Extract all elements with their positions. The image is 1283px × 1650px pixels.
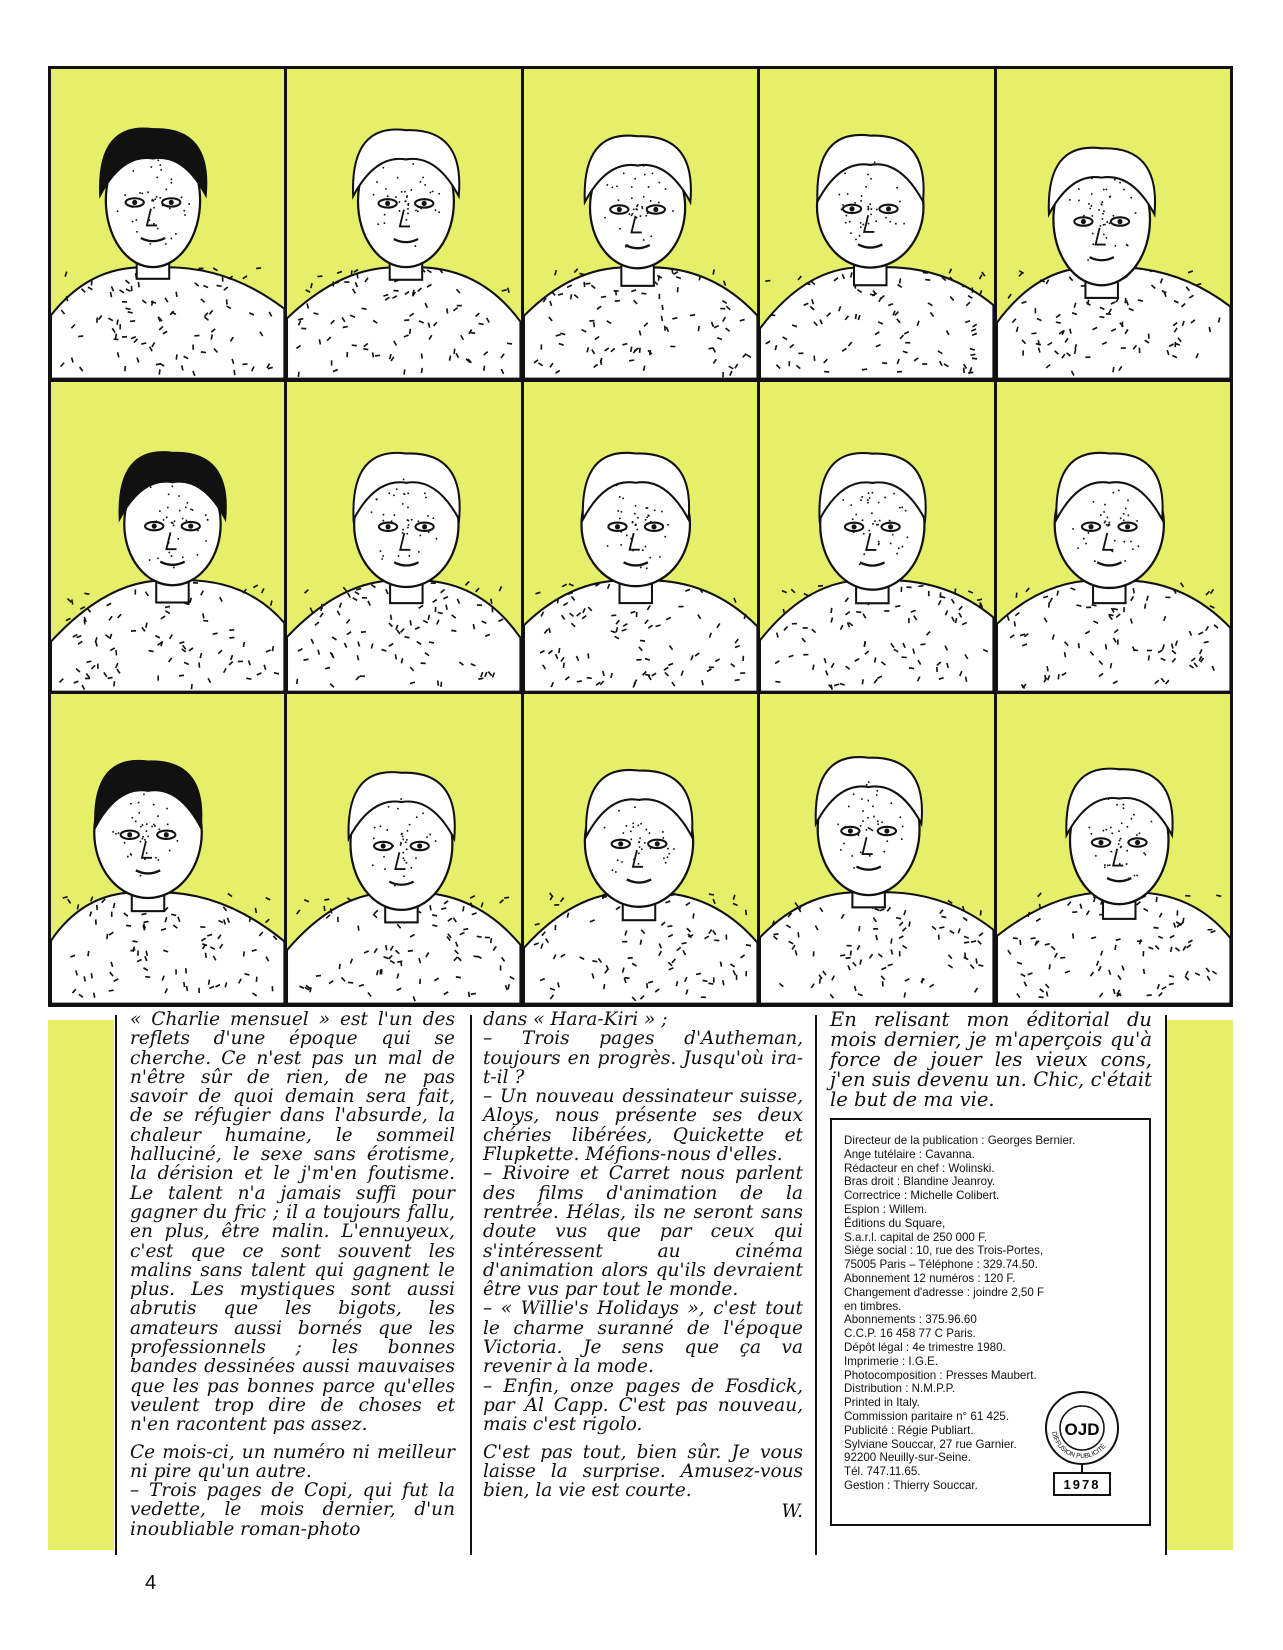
editorial-paragraph: – Trois pages d'Autheman, toujours en progrès. Jusqu'où ira-t-il ? <box>483 1028 803 1088</box>
boy-drinking-can-icon <box>51 694 284 1004</box>
imprint-line: en timbres. <box>844 1299 902 1313</box>
imprint-line: Espion : Willem. <box>844 1202 928 1216</box>
ojd-ring-text: DIFFUSION PUBLICITÉ <box>1050 1430 1108 1461</box>
editorial-paragraph: « Charlie mensuel » est l'un des reflets d'une époque qui se cherche. Ce n'est pas un mal de n'être sûr de rien, de ne pas savoir de quoi demain sera fait, de se réfugier dans l'absurde, la chaleur humaine, le sommeil halluciné, le sexe sans érotisme, la dérision et le j'm'en foutisme. Le talent n'a jamais suffi pour gagner du fric ; il a toujours fallu, en plus, être malin. L'ennuyeux, c'est que ce sont souvent les malins sans talent qui gagnent le plus. Les mystiques sont aussi abrutis que les bigots, les amateurs aussi bornés que les professionnels ; les bonnes bandes dessinées aussi mauvaises que les pas bonnes parce qu'elles veulent trop dire de choses et n'en racontent pas assez. <box>130 1009 455 1436</box>
imprint-line: Éditions du Square, <box>844 1216 946 1230</box>
imprint-line: Photocomposition : Presses Maubert. <box>844 1368 1037 1382</box>
comic-panel <box>287 382 520 692</box>
editorial-paragraph: – « Willie's Holidays », c'est tout le charme suranné de l'époque Victoria. Je sens que ça va revenir à la mode. <box>483 1298 803 1378</box>
editorial-paragraph: – Enfin, onze pages de Fosdick, par Al Capp. C'est pas nouveau, mais c'est rigolo. <box>483 1375 803 1436</box>
column-rule-left <box>115 1015 117 1555</box>
comic-panel <box>287 694 520 1004</box>
comic-panel <box>997 69 1230 379</box>
comic-panel <box>524 694 757 1004</box>
comic-panel <box>524 69 757 379</box>
imprint-line: Publicité : Régie Publiart. <box>844 1423 974 1437</box>
comic-panel <box>760 382 993 692</box>
imprint-line: Abonnement 12 numéros : 120 F. <box>844 1271 1016 1285</box>
boy-eating-toast-icon <box>287 382 520 692</box>
ojd-logo <box>1037 1388 1127 1508</box>
imprint-line: Sylviane Souccar, 27 rue Garnier. <box>844 1437 1017 1451</box>
editorial-paragraph: – Trois pages de Copi, qui fut la vedette, le mois dernier, d'un inoubliable roman-photo <box>130 1480 455 1540</box>
child-eating-sandwich-icon <box>997 382 1230 692</box>
editorial-signature: W. <box>781 1501 803 1523</box>
ojd-year: 1978 <box>1063 1477 1101 1492</box>
comic-panel <box>997 382 1230 692</box>
comic-panel <box>51 69 284 379</box>
imprint-line: Abonnements : 375.96.60 <box>844 1313 977 1327</box>
editorial-column-2 <box>483 1010 803 1530</box>
imprint-line: Rédacteur en chef : Wolinski. <box>844 1161 995 1175</box>
editorial-paragraph: – Rivoire et Carret nous parlent des films d'animation de la rentrée. Hélas, ils ne seront sans doute vus que par ceux qui s'intéressent au cinéma d'animation alors qu'ils devraient être vus par tout le monde. <box>483 1163 803 1301</box>
editorial-afterword: En relisant mon éditorial du mois dernier, je m'aperçois qu'à force de jouer les vieux cons, j'en suis devenu un. Chic, c'était le but de ma vie. <box>830 1008 1152 1111</box>
column-rule-1 <box>470 1015 472 1555</box>
girl-long-hair-icon <box>287 694 520 1004</box>
imprint-line: Distribution : N.M.P.P. <box>844 1382 956 1396</box>
imprint-line: 75005 Paris – Téléphone : 329.74.50. <box>844 1258 1038 1272</box>
imprint-line: Imprimerie : I.G.E. <box>844 1354 939 1368</box>
page-number: 4 <box>145 1572 157 1594</box>
editorial-paragraph: Ce mois-ci, un numéro ni meilleur ni pire qu'un autre. <box>130 1441 455 1482</box>
right-green-bar <box>1167 1020 1233 1550</box>
comic-panel <box>997 694 1230 1004</box>
comic-panel <box>760 69 993 379</box>
imprint-line: Correctrice : Michelle Colibert. <box>844 1189 1000 1203</box>
left-green-bar <box>48 1020 114 1550</box>
imprint-line: Tél. 747.11.65. <box>844 1465 921 1479</box>
imprint-box <box>830 1118 1151 1526</box>
imprint-line: Printed in Italy. <box>844 1396 920 1410</box>
imprint-line: 92200 Neuilly-sur-Seine. <box>844 1451 971 1465</box>
comic-portrait-grid <box>48 66 1233 1007</box>
comic-panel <box>51 382 284 692</box>
girl-drinking-straw-icon <box>524 69 757 379</box>
imprint-line: Ange tutélaire : Cavanna. <box>844 1147 975 1161</box>
imprint-line: Commission paritaire n° 61 425. <box>844 1409 1010 1423</box>
editorial-paragraph: – Un nouveau dessinateur suisse, Aloys, nous présente ses deux chéries libérées, Quickette et Flupkette. Méfions-nous d'elles. <box>483 1086 803 1166</box>
editorial-paragraph: C'est pas tout, bien sûr. Je vous laisse la surprise. Amusez-vous bien, la vie est courte. <box>483 1441 803 1502</box>
column-rule-right <box>1165 1015 1167 1555</box>
imprint-line: C.C.P. 16 458 77 C Paris. <box>844 1327 976 1341</box>
toddler-portrait-icon <box>760 69 993 379</box>
imprint-line: Changement d'adresse : joindre 2,50 F <box>844 1285 1045 1299</box>
comic-panel <box>524 382 757 692</box>
girl-bob-hair-icon <box>51 382 284 692</box>
imprint-line: Siège social : 10, rue des Trois-Portes, <box>844 1244 1044 1258</box>
bandaged-head-icon <box>524 382 757 692</box>
girl-eating-bread-icon <box>524 694 757 1004</box>
comic-panel <box>51 694 284 1004</box>
boy-drinking-straw-icon <box>51 69 284 379</box>
editorial-column-3 <box>830 1010 1152 1118</box>
comic-panel <box>760 694 993 1004</box>
column-rule-2 <box>815 1015 817 1555</box>
imprint-line: Bras droit : Blandine Jeanroy. <box>844 1175 996 1189</box>
editorial-column-1 <box>130 1010 455 1547</box>
imprint-line: S.a.r.l. capital de 250 000 F. <box>844 1230 988 1244</box>
imprint-line: Directeur de la publication : Georges Bernier. <box>844 1134 1076 1147</box>
comic-panel <box>287 69 520 379</box>
ojd-letters: OJD <box>1064 1420 1100 1439</box>
child-drinking-straw-icon <box>760 382 993 692</box>
imprint-line: Dépôt légal : 4e trimestre 1980. <box>844 1340 1006 1354</box>
editorial-paragraph: dans « Hara-Kiri » ; <box>483 1009 668 1030</box>
girl-hand-cheek-icon <box>760 694 993 1004</box>
imprint-line: Gestion : Thierry Souccar. <box>844 1478 978 1492</box>
girl-finger-mouth-icon <box>997 69 1230 379</box>
toddler-bow-spoon-icon <box>997 694 1230 1004</box>
boy-bird-shirt-icon <box>287 69 520 379</box>
